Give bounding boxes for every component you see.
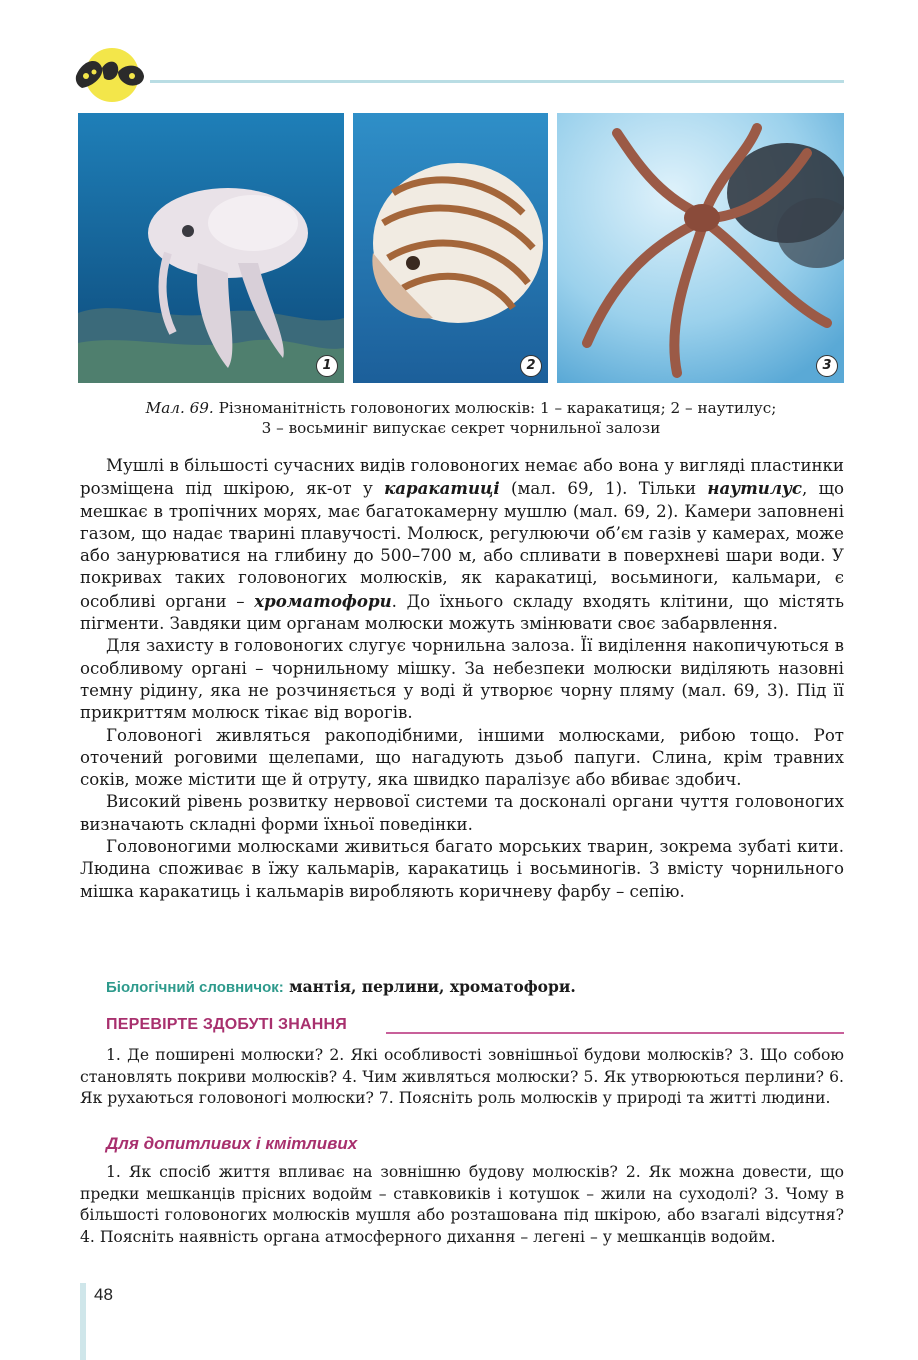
paragraph-5: Головоногими молюсками живиться багато морських тварин, зокрема зубаті кити. Людина споживає в їжу кальмарів, каракатиць і восьминогів. З вмісту чорнильного мішка каракатиць і кальмарів виробляють коричневу фарбу – сепію. <box>80 837 844 901</box>
caption-label: Мал. 69. <box>145 399 214 417</box>
paragraph-1-part-c: , що мешкає в тропічних морях, має багатокамерну мушлю (мал. 69, 2). Камери заповнені газом, що надає тварині плавучості. Молюск, регулюючи об’єм газів у камерах, може або занурюватися на глибину до 500–700 м, або спливати в поверхневі шари води. У покривах таких головоногих молюсків, як каракатиці, восьминоги, кальмари, є особливі органи – <box>80 479 845 611</box>
curious-questions-text: 1. Як спосіб життя впливає на зовнішню будову молюсків? 2. Як можна довести, що предки мешканців прісних водойм – ставковиків і котушок – жили на суходолі? 3. Чому в більшості головоногих молюсків мушля або розташована під шкірою, або взагалі відсутня? 4. Поясніть наявність органа атмосферного дихання – легені – у мешканців водойм. <box>80 1163 844 1246</box>
paragraph-1-part-d: . До їхнього складу входять клітини, що містять пігменти. Завдяки цим органам молюски можуть змінювати своє забарвлення. <box>80 591 844 634</box>
curious-heading: Для допитливих і кмітливих <box>106 1134 358 1153</box>
octopus-ink-photo <box>557 113 844 383</box>
review-heading-rule <box>386 1032 844 1034</box>
page-number: 48 <box>94 1285 113 1304</box>
nautilus-photo <box>353 113 548 383</box>
cuttlefish-photo <box>78 113 344 383</box>
glossary-terms: мантія, перлини, хроматофори. <box>283 977 576 996</box>
paragraph-1-part-a: Мушлі в більшості сучасних видів головоногих немає або вона у вигляді пластинки розміщена під шкірою, як-от у <box>80 456 844 499</box>
butterfly-logo-icon <box>68 46 154 104</box>
review-questions <box>80 1045 844 1110</box>
review-questions-text: 1. Де поширені молюски? 2. Які особливості зовнішньої будови молюсків? 3. Що собою становлять покриви молюсків? 4. Чим живляться молюски? 5. Як утворюються перлини? 6. Як рухаються головоногі молюски? 7. Поясніть роль молюсків у природі та житті людини. <box>80 1046 844 1107</box>
photo-number-3: 3 <box>816 355 838 377</box>
photo-number-1: 1 <box>316 355 338 377</box>
paragraph-2: Для захисту в головоногих слугує чорнильна залоза. Її виділення накопичуються в особливому органі – чорнильному мішку. За небезпеки молюски виділяють назовні темну рідину, яка не розчиняється у воді й утворює чорну пляму (мал. 69, 3). Під її прикриттям молюск тікає від ворогів. <box>80 636 844 723</box>
term-cuttlefish: каракатиці <box>384 478 500 499</box>
paragraph-1-part-b: (мал. 69, 1). Тільки <box>499 479 708 499</box>
main-text <box>80 455 844 903</box>
page-margin-bar <box>80 1283 86 1360</box>
header-rule <box>150 80 844 83</box>
review-heading: ПЕРЕВІРТЕ ЗДОБУТІ ЗНАННЯ <box>106 1016 347 1033</box>
photo-number-2: 2 <box>520 355 542 377</box>
caption-line-1: Різноманітність головоногих молюсків: 1 – каракатиця; 2 – наутилус; <box>218 399 777 417</box>
paragraph-4: Високий рівень розвитку нервової системи та досконалі органи чуття головоногих визначають складні форми їхньої поведінки. <box>80 792 844 834</box>
figure-caption <box>78 398 844 438</box>
curious-questions <box>80 1162 844 1248</box>
glossary <box>106 977 576 996</box>
caption-line-2: 3 – восьминіг випускає секрет чорнильної залози <box>261 419 661 437</box>
paragraph-3: Головоногі живляться ракоподібними, іншими молюсками, рибою тощо. Рот оточений роговими щелепами, що нагадують дзьоб папуги. Слина, крім травних соків, може містити ще й отруту, яка швидко паралізує або вбиває здобич. <box>80 725 844 790</box>
glossary-label: Біологічний словничок: <box>106 979 284 996</box>
term-chromatophores: хроматофори <box>254 590 392 611</box>
paragraph-1 <box>80 455 844 635</box>
term-nautilus: наутилус <box>707 478 802 499</box>
